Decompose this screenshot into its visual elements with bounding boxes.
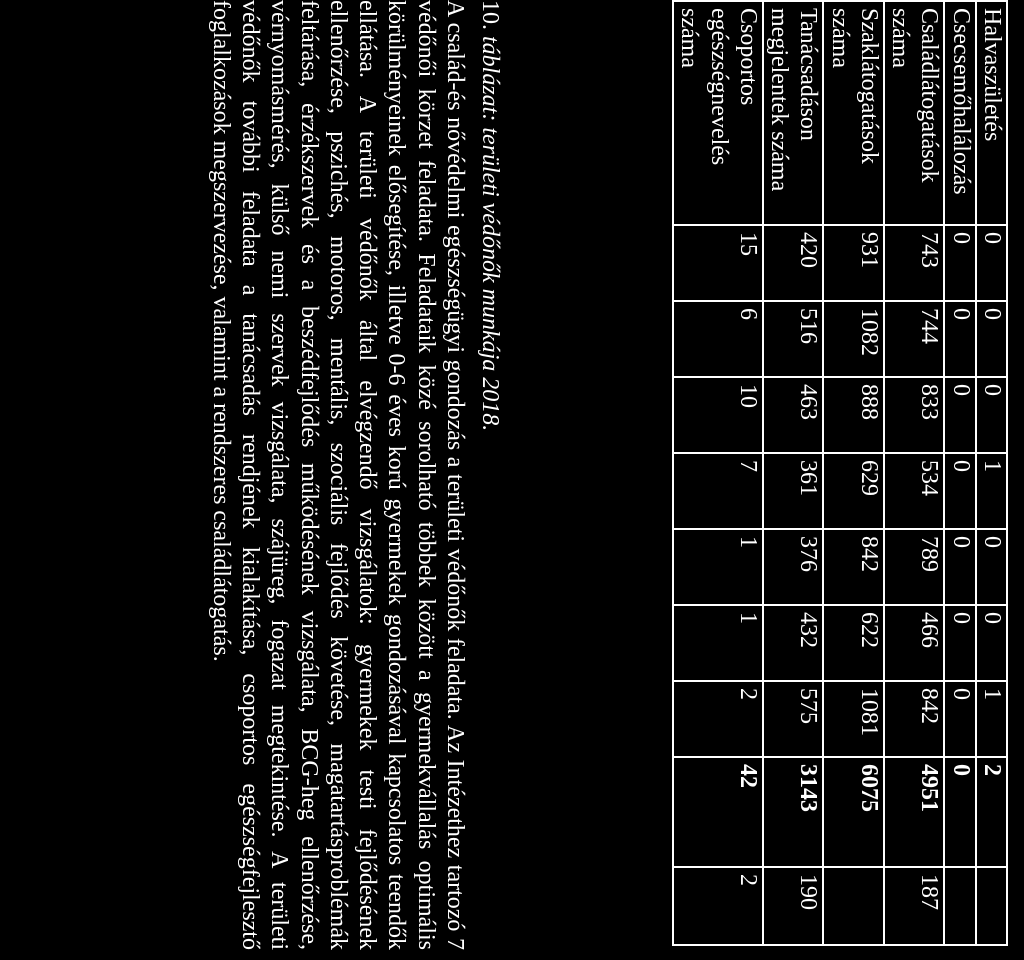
table-cell: 2 — [673, 681, 763, 757]
table-cell: 0 — [976, 529, 1007, 605]
table-cell: 1 — [673, 529, 763, 605]
table-cell-total: 6075 — [823, 757, 884, 867]
table-cell: 833 — [884, 377, 945, 453]
table-cell: 466 — [884, 605, 945, 681]
table-cell — [976, 867, 1007, 945]
table-cell: 888 — [823, 377, 884, 453]
table-row — [884, 1, 945, 945]
table-cell-total: 4951 — [884, 757, 945, 867]
table-row — [976, 1, 1007, 945]
row-label: Családlátogatások száma — [884, 1, 945, 225]
table-cell: 432 — [763, 605, 824, 681]
table-cell: 1081 — [823, 681, 884, 757]
table-cell: 0 — [944, 529, 975, 605]
caption-number: 10. — [477, 0, 503, 30]
table-cell: 743 — [884, 225, 945, 301]
caption-text: táblázat: területi védőnők munkája 2018. — [477, 36, 503, 432]
table-row — [763, 1, 824, 945]
table-cell: 0 — [944, 453, 975, 529]
table-cell: 842 — [884, 681, 945, 757]
table-cell: 744 — [884, 301, 945, 377]
table-cell: 622 — [823, 605, 884, 681]
row-label: Szaklátogatások száma — [823, 1, 884, 225]
table-cell: 0 — [944, 605, 975, 681]
row-label: Tanácsadáson megjelentek száma — [763, 1, 824, 225]
table-cell: 7 — [673, 453, 763, 529]
table-cell: 2 — [673, 867, 763, 945]
table-cell: 420 — [763, 225, 824, 301]
table-cell: 0 — [944, 377, 975, 453]
statistics-table — [672, 0, 1008, 946]
table-caption — [475, 0, 504, 431]
table-cell: 1 — [976, 453, 1007, 529]
table-cell — [823, 867, 884, 945]
table-cell: 190 — [763, 867, 824, 945]
table-cell: 0 — [976, 225, 1007, 301]
table-cell: 0 — [944, 681, 975, 757]
table-cell: 0 — [944, 301, 975, 377]
table-cell: 361 — [763, 453, 824, 529]
table-cell: 575 — [763, 681, 824, 757]
table-row — [673, 1, 763, 945]
table-cell: 376 — [763, 529, 824, 605]
table-cell: 0 — [944, 225, 975, 301]
table-cell: 0 — [976, 605, 1007, 681]
table-row — [823, 1, 884, 945]
table-cell — [944, 867, 975, 945]
table-cell-total: 2 — [976, 757, 1007, 867]
table-cell: 0 — [976, 377, 1007, 453]
table-cell: 931 — [823, 225, 884, 301]
body-paragraph-container — [206, 0, 469, 950]
table-cell: 842 — [823, 529, 884, 605]
table-cell: 516 — [763, 301, 824, 377]
table-cell: 10 — [673, 377, 763, 453]
body-paragraph: A család-és nővédelmi egészségügyi gondozás a területi védőnők feladata. Az Intézethez tartozó 7 védőnői körzet feladata. Feladataik közé sorolható többek között a gyermekvállalás optimális körülményeinek elősegítése, illetve 0-6 éves korú gyermekek gondozásával kapcsolatos teendők ellátása. A területi védőnők által elvégzendő vizsgálatok: gyermekek testi fejlődésének ellenőrzése, pszichés, motoros, mentális, szociális fejlődés követése, magatartásproblémák feltárása, érzékszervek és a beszédfejlődés működésének vizsgálata, BCG-heg ellenőrzése, vérnyomásmérés, külső nemi szervek vizsgálata, szájüreg, fogazat megtekintése. A területi védőnők további feladata a tanácsadás rendjének kialakítása, csoportos egészségfejlesztő foglalkozások megszervezése, valamint a rendszeres családlátogatás. — [207, 0, 468, 950]
table-cell-total: 42 — [673, 757, 763, 867]
table-cell: 1 — [673, 605, 763, 681]
table-cell: 1082 — [823, 301, 884, 377]
table-cell: 6 — [673, 301, 763, 377]
table-cell-total: 0 — [944, 757, 975, 867]
table-row — [944, 1, 975, 945]
table-cell: 629 — [823, 453, 884, 529]
table-cell: 0 — [976, 301, 1007, 377]
table-cell: 463 — [763, 377, 824, 453]
table-cell: 789 — [884, 529, 945, 605]
row-label: Csecsemőhalálozás — [944, 1, 975, 225]
table-cell: 15 — [673, 225, 763, 301]
row-label: Csoportos egészségnevelés száma — [673, 1, 763, 225]
table-cell: 1 — [976, 681, 1007, 757]
table-cell-total: 3143 — [763, 757, 824, 867]
table-cell: 534 — [884, 453, 945, 529]
table-cell: 187 — [884, 867, 945, 945]
row-label: Halvaszületés — [976, 1, 1007, 225]
